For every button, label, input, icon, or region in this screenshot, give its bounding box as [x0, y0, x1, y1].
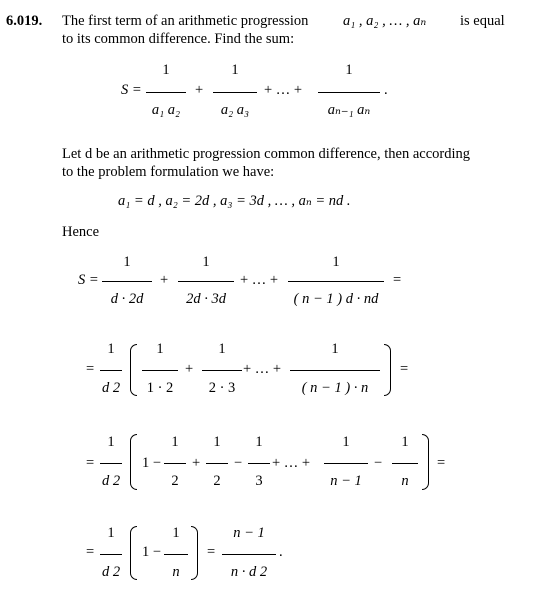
problem-text-line1: The first term of an arithmetic progression [62, 13, 309, 29]
step3-term-4: 1 n − 1 [324, 434, 368, 490]
step3-term-5: 1 n [392, 434, 418, 490]
solution-hence: Hence [62, 224, 100, 240]
sum-term-1: 1 a₁ a₂ [146, 62, 186, 122]
step3-left-paren [130, 434, 137, 490]
step3-op-2: − [234, 455, 243, 471]
step3-term-2: 1 2 [206, 434, 228, 490]
step3-term-1: 1 2 [164, 434, 186, 490]
step2-left-paren [130, 344, 137, 396]
step1-ellipsis: + … + [240, 272, 279, 288]
step4-eq2: = [207, 544, 216, 560]
step3-op-4: − [374, 455, 383, 471]
step3-outer-factor: 1 d 2 [101, 434, 121, 489]
solution-intro-line1: Let d be an arithmetic progression common difference, then according [62, 146, 470, 162]
step2-ellipsis: + … + [243, 361, 282, 377]
step1-plus: + [160, 272, 169, 288]
step4-result: n − 1 n · d 2 [222, 525, 276, 581]
problem-number: 6.019. [6, 13, 43, 29]
step3-eq: = [86, 455, 95, 471]
step2-outer-factor: 1 d 2 [101, 341, 121, 396]
step3-lead: 1 − [142, 455, 162, 471]
step2-plus: + [185, 361, 194, 377]
sum-term-n: 1 aₙ₋₁ aₙ [318, 62, 380, 122]
step4-end: . [279, 544, 283, 560]
step4-eq: = [86, 544, 95, 560]
problem-text-line1-end: is equal [460, 13, 505, 29]
step2-eq: = [86, 361, 95, 377]
step3-op-1: + [192, 455, 201, 471]
step1-end: = [393, 272, 402, 288]
sum-ellipsis: + … + [264, 82, 303, 98]
step4-left-paren [130, 526, 137, 580]
step1-lhs: S = [78, 272, 99, 288]
solution-intro-line2: to the problem formulation we have: [62, 164, 275, 180]
solution-terms-line: a₁ = d , a₂ = 2d , a₃ = 3d , … , aₙ = nd . [118, 193, 351, 209]
step2-term-n: 1 ( n − 1 ) · n [290, 341, 380, 397]
sum-term-2: 1 a₂ a₃ [213, 62, 257, 122]
problem-text-line2: to its common difference. Find the sum: [62, 31, 295, 47]
sum-lhs: S = [121, 82, 142, 98]
step4-outer-factor: 1 d 2 [101, 525, 121, 580]
step4-inner-fraction: 1 n [164, 525, 188, 581]
step3-term-3: 1 3 [248, 434, 270, 490]
step3-end: = [437, 455, 446, 471]
step1-term-n: 1 ( n − 1 ) d · nd [288, 254, 384, 310]
step4-lead: 1 − [142, 544, 162, 560]
step2-term-1: 1 1 · 2 [142, 341, 178, 397]
sum-plus: + [195, 82, 204, 98]
step3-right-paren [422, 434, 429, 490]
step2-term-2: 1 2 · 3 [202, 341, 242, 397]
step3-op-3: + … + [272, 455, 311, 471]
step4-right-paren [191, 526, 198, 580]
step2-right-paren [384, 344, 391, 396]
problem-terms: a₁ , a₂ , … , aₙ [343, 13, 427, 29]
step1-term-2: 1 2d · 3d [178, 254, 234, 310]
step2-end: = [400, 361, 409, 377]
sum-end: . [384, 82, 388, 98]
step1-term-1: 1 d · 2d [102, 254, 152, 310]
